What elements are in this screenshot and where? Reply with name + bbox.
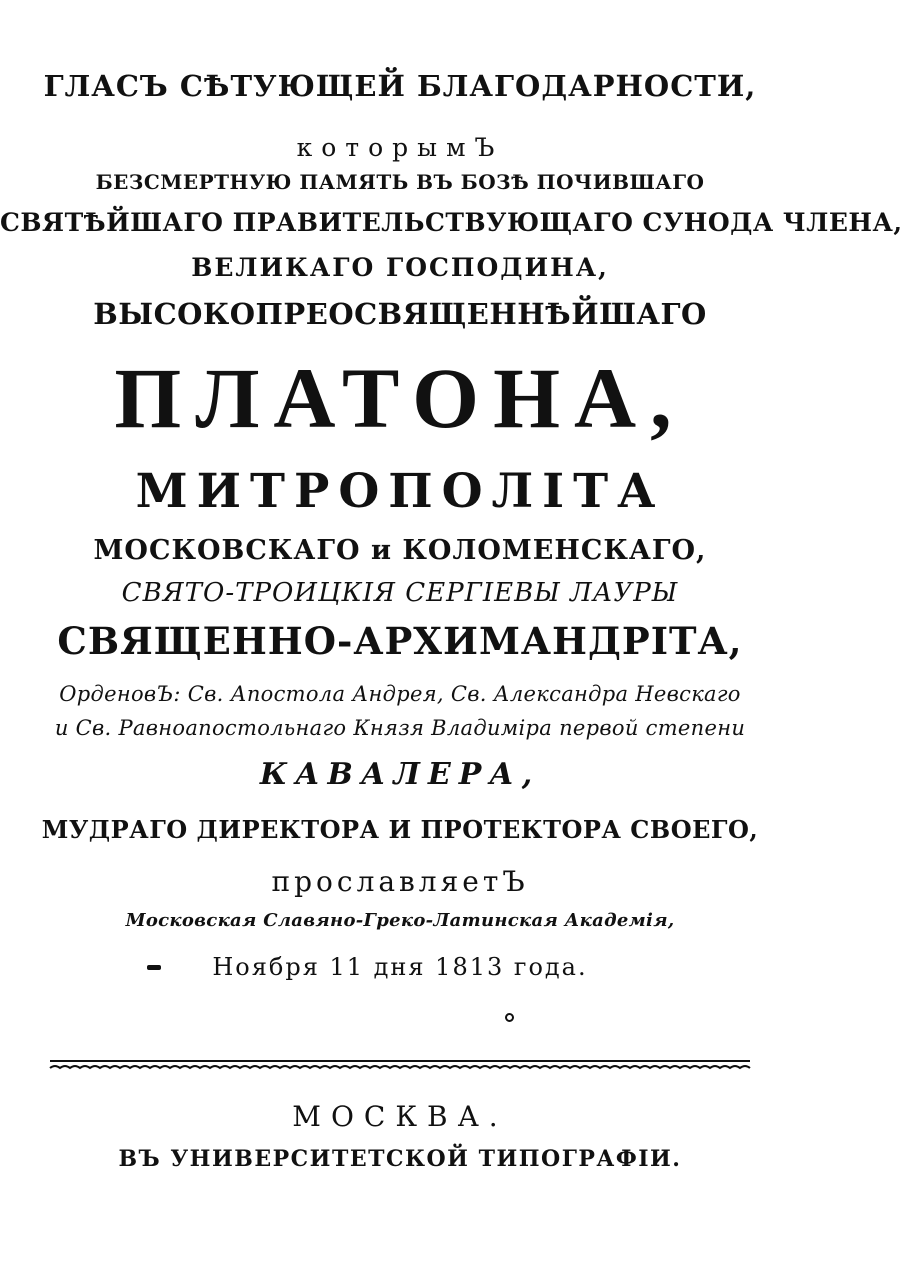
dedication-line: БЕЗСМЕРТНУЮ ПАМЯТЬ ВЪ БОЗѢ ПОЧИВШАГО xyxy=(95,170,705,194)
ink-speck xyxy=(505,1013,514,1022)
heading-line: ГЛАСЪ СѢТУЮЩЕЙ БЛАГОДАРНОСТИ, xyxy=(43,69,757,103)
cavalier-line: КАВАЛЕРА, xyxy=(259,757,541,792)
lavra-line: СВЯТО-ТРОИЦКІЯ СЕРГІЕВЫ ЛАУРЫ xyxy=(121,578,679,608)
imprint-press: ВЪ УНИВЕРСИТЕТСКОЙ ТИПОГРАФІИ. xyxy=(118,1146,682,1172)
synod-line: СВЯТѢЙШАГО ПРАВИТЕЛЬСТВУЮЩАГО СУНОДА ЧЛЕНА, xyxy=(0,208,903,237)
orders-line-1: ОрденовЪ: Св. Апостола Андрея, Св. Александра Невскаго xyxy=(59,682,741,706)
rank-title: МИТРОПОЛІТА xyxy=(135,464,665,519)
archimandrite-line: СВЯЩЕННО-АРХИМАНДРІТА, xyxy=(57,619,743,663)
orders-line-2: и Св. Равноапостольнаго Князя Владиміра первой степени xyxy=(54,716,746,740)
lord-line: ВЕЛИКАГО ГОСПОДИНА, xyxy=(191,253,609,282)
eminence-line: ВЫСОКОПРЕОСВЯЩЕННѢЙШАГО xyxy=(93,297,707,331)
subheading-line: которымЪ xyxy=(296,133,504,162)
director-line: МУДРАГО ДИРЕКТОРА И ПРОТЕКТОРА СВОЕГО, xyxy=(41,815,759,844)
ornamental-rule xyxy=(50,1058,750,1072)
name-title: ПЛАТОНА, xyxy=(114,350,686,446)
imprint-city: МОСКВА. xyxy=(292,1100,508,1133)
date-line: Ноября 11 дня 1813 года. xyxy=(212,953,588,981)
diocese-line: МОСКОВСКАГО и КОЛОМЕНСКАГО, xyxy=(93,535,707,566)
academy-line: Московская Славяно-Греко-Латинская Академія, xyxy=(125,910,675,931)
glorifies-line: прославляетЪ xyxy=(271,865,529,898)
